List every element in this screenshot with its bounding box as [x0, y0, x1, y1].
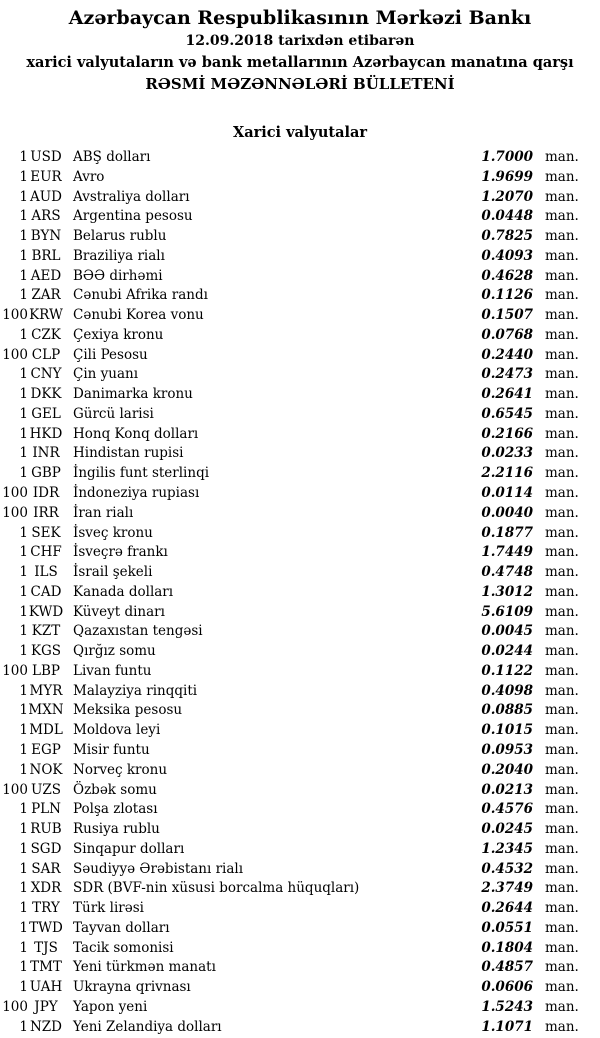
unit-label: man. [545, 485, 579, 502]
currency-quantity: 1 [19, 821, 28, 838]
rate-value: 0.2166 [481, 425, 533, 442]
currency-code: ARS [31, 208, 61, 225]
currency-code: CHF [30, 544, 62, 561]
unit-label: man. [545, 208, 579, 225]
currency-name: Çin yuanı [73, 366, 139, 383]
currency-name: Danimarka kronu [73, 386, 193, 403]
rate-value: 0.0885 [481, 702, 533, 719]
rate-value: 0.0233 [481, 445, 533, 462]
rate-value: 0.0448 [481, 208, 533, 225]
rate-value: 0.0045 [481, 623, 533, 640]
rate-value: 0.4093 [481, 247, 533, 264]
currency-name: Malayziya rinqqiti [73, 682, 198, 699]
unit-label: man. [545, 326, 579, 343]
unit-label: man. [545, 623, 579, 640]
currency-quantity: 1 [19, 287, 28, 304]
currency-quantity: 1 [19, 583, 28, 600]
currency-name: Kanada dolları [73, 583, 174, 600]
unit-label: man. [545, 741, 579, 758]
currency-code: KGS [30, 643, 62, 660]
currency-quantity: 1 [19, 880, 28, 897]
rate-value: 1.7449 [481, 544, 533, 561]
rate-value: 0.4857 [481, 959, 533, 976]
currency-name: Avro [73, 168, 105, 185]
currency-name: Braziliya rialı [73, 247, 165, 264]
currency-quantity: 1 [19, 247, 28, 264]
currency-quantity: 100 [2, 485, 28, 502]
currency-name: Çexiya kronu [73, 326, 164, 343]
rate-row [0, 761, 600, 781]
currency-name: İsveçrə frankı [73, 544, 168, 561]
rate-row [0, 543, 600, 563]
currency-quantity: 100 [2, 504, 28, 521]
unit-label: man. [545, 386, 579, 403]
currency-code: SAR [31, 860, 61, 877]
unit-label: man. [545, 998, 579, 1015]
currency-name: Çili Pesosu [73, 346, 148, 363]
currency-code: AUD [30, 188, 62, 205]
rate-value: 0.1015 [481, 722, 533, 739]
currency-name: Misir funtu [73, 741, 150, 758]
currency-code: DKK [30, 386, 62, 403]
currency-name: Belarus rublu [73, 228, 167, 245]
unit-label: man. [545, 564, 579, 581]
rate-row [0, 1018, 600, 1038]
currency-code: EUR [30, 168, 62, 185]
unit-label: man. [545, 959, 579, 976]
rate-row [0, 346, 600, 366]
unit-label: man. [545, 761, 579, 778]
currency-code: NOK [29, 761, 63, 778]
rate-row [0, 326, 600, 346]
currency-code: UZS [30, 781, 61, 798]
currency-quantity: 1 [19, 386, 28, 403]
rate-value: 0.2644 [481, 900, 533, 917]
currency-code: EGP [31, 741, 61, 758]
currency-name: Yapon yeni [73, 998, 148, 1015]
currency-quantity: 1 [19, 623, 28, 640]
unit-label: man. [545, 821, 579, 838]
rate-value: 0.4628 [481, 267, 533, 284]
rate-value: 0.2641 [481, 386, 533, 403]
unit-label: man. [545, 722, 579, 739]
currency-quantity: 100 [2, 998, 28, 1015]
currency-quantity: 1 [19, 168, 28, 185]
unit-label: man. [545, 188, 579, 205]
rate-row [0, 939, 600, 959]
unit-label: man. [545, 228, 579, 245]
rate-row [0, 168, 600, 188]
rate-row [0, 998, 600, 1018]
currency-quantity: 1 [19, 643, 28, 660]
rate-row [0, 741, 600, 761]
currency-quantity: 1 [19, 939, 28, 956]
currency-code: GEL [31, 405, 61, 422]
currency-quantity: 1 [19, 425, 28, 442]
unit-label: man. [545, 603, 579, 620]
currency-name: Honq Konq dolları [73, 425, 199, 442]
currency-name: Hindistan rupisi [73, 445, 184, 462]
currency-quantity: 1 [19, 801, 28, 818]
rate-row [0, 781, 600, 801]
unit-label: man. [545, 880, 579, 897]
rate-value: 1.1071 [481, 1018, 533, 1035]
currency-quantity: 1 [19, 366, 28, 383]
currency-quantity: 1 [19, 208, 28, 225]
currency-quantity: 100 [2, 346, 28, 363]
rate-value: 0.0040 [481, 504, 533, 521]
unit-label: man. [545, 702, 579, 719]
currency-name: Tacik somonisi [73, 939, 174, 956]
currency-quantity: 1 [19, 326, 28, 343]
currency-code: MXN [28, 702, 64, 719]
unit-label: man. [545, 287, 579, 304]
rate-value: 0.0606 [481, 979, 533, 996]
unit-label: man. [545, 682, 579, 699]
rate-value: 0.4576 [481, 801, 533, 818]
unit-label: man. [545, 544, 579, 561]
rate-value: 0.0213 [481, 781, 533, 798]
rate-value: 0.1804 [481, 939, 533, 956]
currency-name: Sinqapur dolları [73, 840, 185, 857]
rate-row [0, 148, 600, 168]
currency-code: KWD [28, 603, 64, 620]
currency-quantity: 1 [19, 1018, 28, 1035]
unit-label: man. [545, 366, 579, 383]
rate-row [0, 800, 600, 820]
currency-code: KRW [29, 307, 63, 324]
currency-code: TWD [29, 919, 63, 936]
rate-row [0, 306, 600, 326]
currency-name: Livan funtu [73, 662, 152, 679]
currency-name: İsveç kronu [73, 524, 153, 541]
currency-code: AED [30, 267, 62, 284]
rate-row [0, 188, 600, 208]
unit-label: man. [545, 781, 579, 798]
currency-quantity: 1 [19, 228, 28, 245]
currency-name: BƏƏ dirhəmi [73, 267, 163, 284]
rate-row [0, 879, 600, 899]
rate-value: 0.2473 [481, 366, 533, 383]
currency-code: BRL [31, 247, 61, 264]
currency-code: LBP [32, 662, 60, 679]
unit-label: man. [545, 346, 579, 363]
rate-row [0, 425, 600, 445]
rate-value: 0.0768 [481, 326, 533, 343]
unit-label: man. [545, 504, 579, 521]
currency-code: KZT [31, 623, 61, 640]
currency-quantity: 1 [19, 188, 28, 205]
unit-label: man. [545, 149, 579, 165]
rate-value: 1.3012 [481, 583, 533, 600]
currency-code: INR [32, 445, 60, 462]
rate-value: 0.0551 [481, 919, 533, 936]
currency-quantity: 1 [19, 149, 28, 165]
rate-row [0, 464, 600, 484]
currency-name: Tayvan dolları [73, 919, 170, 936]
currency-code: SEK [31, 524, 61, 541]
unit-label: man. [545, 840, 579, 857]
rate-row [0, 840, 600, 860]
rate-row [0, 919, 600, 939]
bulletin-header [0, 0, 600, 95]
currency-code: PLN [31, 801, 61, 818]
unit-label: man. [545, 524, 579, 541]
currency-quantity: 1 [19, 722, 28, 739]
currency-quantity: 1 [19, 405, 28, 422]
rate-row [0, 484, 600, 504]
currency-quantity: 1 [19, 682, 28, 699]
unit-label: man. [545, 425, 579, 442]
currency-quantity: 1 [19, 564, 28, 581]
rate-value: 0.1877 [481, 524, 533, 541]
unit-label: man. [545, 465, 579, 482]
unit-label: man. [545, 643, 579, 660]
rate-value: 1.2345 [481, 840, 533, 857]
currency-code: IRR [33, 504, 59, 521]
currency-code: IDR [32, 485, 60, 502]
section-title-foreign-currencies: Xarici valyutalar [232, 124, 368, 141]
currency-name: Avstraliya dolları [73, 188, 190, 205]
unit-label: man. [545, 919, 579, 936]
unit-label: man. [545, 900, 579, 917]
unit-label: man. [545, 247, 579, 264]
bank-name: Azərbaycan Respublikasının Mərkəzi Bankı [68, 7, 532, 29]
unit-label: man. [545, 445, 579, 462]
rate-value: 1.7000 [481, 149, 533, 165]
currency-name: Ukrayna qrivnası [73, 979, 191, 996]
rate-row [0, 662, 600, 682]
currency-name: İndoneziya rupiası [73, 485, 200, 502]
rate-row [0, 365, 600, 385]
currency-name: Cənubi Korea vonu [73, 307, 204, 324]
rate-value: 1.5243 [481, 998, 533, 1015]
currency-name: İsrail şekeli [73, 564, 153, 581]
currency-name: Rusiya rublu [73, 821, 160, 838]
rate-row [0, 622, 600, 642]
bulletin-title: RƏSMİ MƏZƏNNƏLƏRİ BÜLLETENİ [145, 75, 455, 93]
currency-quantity: 1 [19, 741, 28, 758]
rate-row [0, 721, 600, 741]
rate-value: 0.7825 [481, 228, 533, 245]
currency-name: Moldova leyi [73, 722, 161, 739]
currency-name: Küveyt dinarı [73, 603, 165, 620]
currency-code: XDR [30, 880, 62, 897]
currency-quantity: 100 [2, 662, 28, 679]
currency-code: JPY [34, 998, 58, 1015]
rate-value: 0.1507 [481, 307, 533, 324]
currency-quantity: 1 [19, 267, 28, 284]
currency-code: ZAR [31, 287, 61, 304]
rate-row [0, 583, 600, 603]
currency-name: İngilis funt sterlinqi [73, 465, 210, 482]
unit-label: man. [545, 1018, 579, 1035]
rate-row [0, 267, 600, 287]
unit-label: man. [545, 168, 579, 185]
currency-code: BYN [30, 228, 62, 245]
rate-row [0, 603, 600, 623]
rate-value: 0.0953 [481, 741, 533, 758]
currency-code: TMT [30, 959, 62, 976]
currency-quantity: 1 [19, 959, 28, 976]
currency-code: CZK [31, 326, 61, 343]
rate-row [0, 227, 600, 247]
rate-row [0, 247, 600, 267]
currency-quantity: 1 [19, 445, 28, 462]
bulletin-subtitle: xarici valyutaların və bank metallarının Azərbaycan manatına qarşı [26, 54, 574, 71]
unit-label: man. [545, 583, 579, 600]
currency-code: USD [30, 149, 62, 165]
currency-code: MYR [29, 682, 63, 699]
unit-label: man. [545, 939, 579, 956]
currency-name: Səudiyyə Ərəbistanı rialı [73, 860, 244, 877]
currency-code: MDL [29, 722, 63, 739]
rate-value: 2.2116 [481, 465, 533, 482]
rate-row [0, 958, 600, 978]
currency-name: SDR (BVF-nin xüsusi borcalma hüquqları) [73, 880, 360, 897]
rate-value: 0.0244 [481, 643, 533, 660]
currency-quantity: 1 [19, 919, 28, 936]
currency-code: CNY [30, 366, 62, 383]
currency-name: Meksika pesosu [73, 702, 183, 719]
rate-value: 0.0114 [481, 485, 533, 502]
rate-row [0, 682, 600, 702]
rate-value: 0.2440 [481, 346, 533, 363]
rate-value: 2.3749 [481, 880, 533, 897]
currency-name: Qırğız somu [73, 643, 156, 660]
currency-code: ILS [34, 564, 58, 581]
currency-quantity: 1 [19, 465, 28, 482]
currency-quantity: 1 [19, 544, 28, 561]
rate-value: 1.2070 [481, 188, 533, 205]
currency-quantity: 1 [19, 900, 28, 917]
currency-name: ABŞ dolları [73, 149, 151, 165]
currency-name: Polşa zlotası [73, 801, 158, 818]
unit-label: man. [545, 267, 579, 284]
rate-row [0, 978, 600, 998]
currency-code: CAD [30, 583, 62, 600]
currency-quantity: 1 [19, 603, 28, 620]
currency-quantity: 1 [19, 761, 28, 778]
currency-name: Yeni türkmən manatı [73, 959, 216, 976]
currency-name: Gürcü larisi [73, 405, 154, 422]
currency-quantity: 1 [19, 979, 28, 996]
unit-label: man. [545, 979, 579, 996]
effective-date-line: 12.09.2018 tarixdən etibarən [185, 33, 415, 49]
rate-value: 0.1126 [481, 287, 533, 304]
currency-code: GBP [31, 465, 61, 482]
currency-quantity: 1 [19, 702, 28, 719]
currency-code: CLP [31, 346, 61, 363]
rate-row [0, 820, 600, 840]
unit-label: man. [545, 405, 579, 422]
currency-name: Cənubi Afrika randı [73, 287, 208, 304]
rate-row [0, 385, 600, 405]
rate-value: 0.0245 [481, 821, 533, 838]
currency-name: Norveç kronu [73, 761, 168, 778]
currency-quantity: 1 [19, 524, 28, 541]
rate-value: 0.4532 [481, 860, 533, 877]
rate-value: 0.2040 [481, 761, 533, 778]
rate-value: 1.9699 [481, 168, 533, 185]
currency-code: SGD [30, 840, 62, 857]
rate-row [0, 405, 600, 425]
rate-row [0, 286, 600, 306]
unit-label: man. [545, 307, 579, 324]
rate-value: 0.4748 [481, 564, 533, 581]
currency-code: HKD [29, 425, 63, 442]
unit-label: man. [545, 860, 579, 877]
unit-label: man. [545, 801, 579, 818]
rate-value: 0.6545 [481, 405, 533, 422]
currency-quantity: 100 [2, 307, 28, 324]
rate-row [0, 899, 600, 919]
rate-row [0, 563, 600, 583]
rate-row [0, 860, 600, 880]
rate-value: 0.1122 [481, 662, 533, 679]
currency-code: NZD [29, 1018, 63, 1035]
rate-row [0, 701, 600, 721]
rate-row [0, 504, 600, 524]
currency-quantity: 100 [2, 781, 28, 798]
rate-value: 5.6109 [481, 603, 533, 620]
rates-table [0, 148, 600, 1037]
currency-code: TRY [32, 900, 60, 917]
currency-code: TJS [34, 939, 58, 956]
unit-label: man. [545, 662, 579, 679]
currency-code: UAH [29, 979, 63, 996]
rate-row [0, 642, 600, 662]
rate-row [0, 444, 600, 464]
currency-quantity: 1 [19, 840, 28, 857]
currency-name: Qazaxıstan tengəsi [73, 623, 203, 640]
currency-name: İran rialı [73, 504, 134, 521]
currency-name: Özbək somu [73, 781, 157, 798]
rate-row [0, 524, 600, 544]
currency-name: Argentina pesosu [73, 208, 193, 225]
rate-value: 0.4098 [481, 682, 533, 699]
currency-name: Yeni Zelandiya dolları [73, 1018, 222, 1035]
currency-code: RUB [30, 821, 62, 838]
currency-name: Türk lirəsi [73, 900, 144, 917]
currency-quantity: 1 [19, 860, 28, 877]
rate-row [0, 207, 600, 227]
